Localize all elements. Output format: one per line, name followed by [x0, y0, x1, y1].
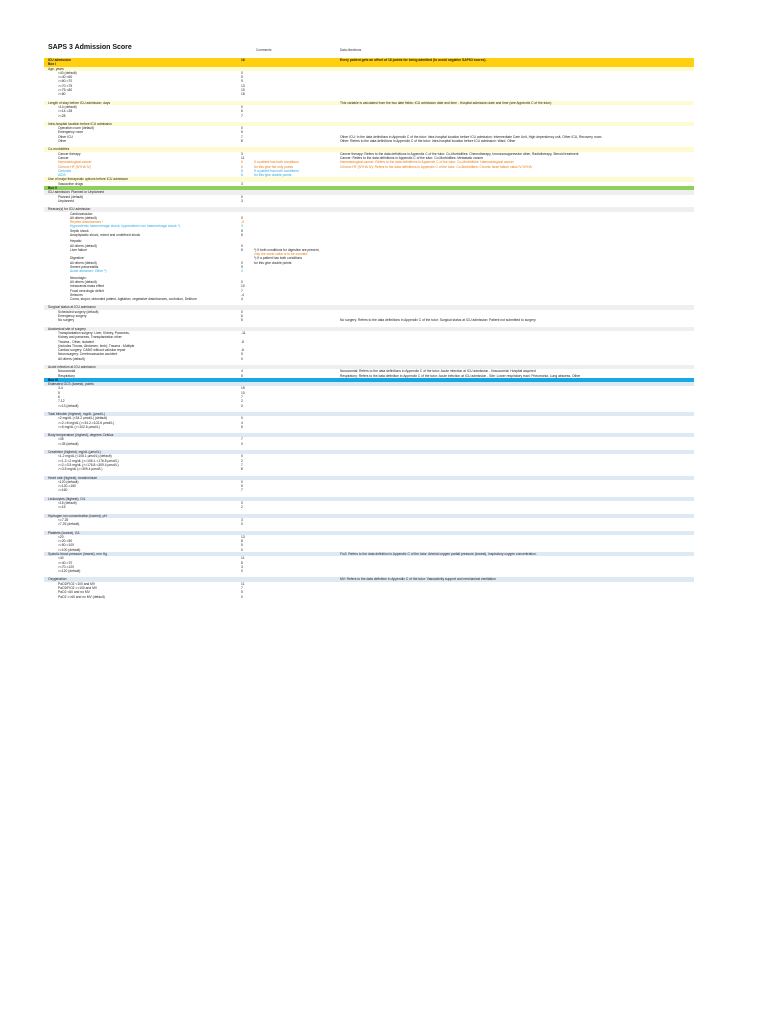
row-label: Leukocytes (highest), G/L — [48, 496, 86, 501]
row-points: 3 — [241, 564, 243, 569]
row-points: 15 — [241, 386, 245, 391]
row-label: <=7.25 — [58, 517, 69, 522]
row-label: Respiratory — [58, 373, 75, 378]
row-points: 2 — [241, 458, 243, 463]
row-label: All others (default) — [70, 215, 97, 220]
row-label: Haematological cancer — [58, 160, 92, 165]
row-label: >=6 mg/dL (>=102.6 µmol/L) — [58, 424, 100, 429]
row-points: 3 — [241, 151, 243, 156]
row-points: 8 — [241, 560, 243, 565]
row-label: >=1.2-<2 mg/dL (>=106.1-<176.8 µmol/L) — [58, 458, 119, 463]
spreadsheet — [44, 44, 694, 599]
row-points: 7 — [241, 437, 243, 442]
row-label: Creatinine (highest), mg/dL (µmol/L) — [48, 450, 101, 455]
row-points: 0 — [241, 126, 243, 131]
row-points: 10 — [241, 284, 245, 289]
row-definition: Haematological cancer: Refers to the data definitions in Appendix C of the tutor: Co-Morbidities: Haematological cancer — [340, 160, 514, 165]
row-label: Planned (default) — [58, 194, 84, 199]
row-label: PaO2/FiO2 <100 and MV — [58, 581, 96, 586]
row-points: 9 — [241, 79, 243, 84]
score-row — [44, 442, 694, 446]
row-label: Other ICU — [58, 134, 73, 139]
row-points: 15 — [241, 88, 245, 93]
row-label: <40 (default) — [58, 70, 77, 75]
row-points: 0 — [241, 70, 243, 75]
row-label: Hepatic: — [70, 239, 83, 244]
row-points: 0 — [241, 104, 243, 109]
row-points: 0 — [241, 501, 243, 506]
score-row — [44, 269, 694, 273]
row-label: >=70-<75 — [58, 83, 73, 88]
row-points: 3 — [241, 224, 243, 229]
row-label: Box III — [48, 377, 58, 382]
row-label: Length of stay before ICU admission, days — [48, 100, 111, 105]
title-row — [44, 44, 694, 58]
row-points: 5 — [241, 543, 243, 548]
row-points: 5 — [241, 75, 243, 80]
row-definition: Cancer therapy: Refers to the data definitions in Appendix C of the tutor: Co-Morbidities: Chemotherapy, Immunosuppressive other, Radiotherapy, Steroid treatment — [340, 151, 579, 156]
row-label: >=40-<60 — [58, 75, 73, 80]
row-comment: for this give double points — [254, 173, 292, 178]
row-label: PaO2/FiO2 >=100 and MV — [58, 586, 98, 591]
score-row — [44, 114, 694, 118]
row-label: Unplanned — [58, 198, 74, 203]
row-label: Scheduled surgery (default) — [58, 309, 99, 314]
row-points: 0 — [241, 416, 243, 421]
row-label: >=2-<3.5 mg/dL (>=176.8-<309.4 µmol/L) — [58, 462, 119, 467]
row-label: ICU admission — [48, 58, 71, 62]
row-points: 5 — [241, 130, 243, 135]
row-label: Cirrhosis — [58, 168, 72, 173]
row-points: 0 — [241, 356, 243, 361]
row-label: <35 — [58, 437, 64, 442]
row-points: 7 — [241, 395, 243, 400]
row-label: >=14-<28 — [58, 109, 73, 114]
score-row — [44, 467, 694, 471]
row-label: Focal neurologic deficit — [70, 288, 104, 293]
row-label: >=60-<70 — [58, 79, 73, 84]
score-row — [44, 569, 694, 573]
row-label: 6 — [58, 395, 60, 400]
row-label: Septic shock — [70, 228, 89, 233]
score-row — [44, 425, 694, 429]
row-label: All others (default) — [58, 356, 85, 361]
row-definition: Cancer: Refers to the data definitions in Appendix C of the tutor: Co-Morbidities: Metastatic cancer — [340, 155, 484, 160]
row-points: 13 — [241, 534, 245, 539]
row-label: <15 (default) — [58, 501, 77, 506]
row-definition: Every patient gets an offset of 16 points for being admitted (to avoid negative SAPS3 scores). — [340, 58, 487, 62]
row-points: 6 — [241, 109, 243, 114]
row-label: Seizures — [70, 292, 83, 297]
row-label: Use of major therapeutic options before ICU admission — [48, 177, 129, 182]
score-row — [44, 595, 694, 599]
row-definition: Fio2: Refers to the data definition in Appendix C of the tutor: Arterial oxygen partial pressure (lowest), Inspiratory oxygen concentration. — [340, 551, 537, 556]
sheet-title: SAPS 3 Admission Score — [48, 44, 132, 51]
row-points: 7 — [241, 134, 243, 139]
score-row — [44, 139, 694, 143]
row-points: 18 — [241, 92, 245, 97]
row-label: >=120 (default) — [58, 569, 81, 574]
row-points: 10 — [241, 390, 245, 395]
score-row — [44, 199, 694, 203]
row-label: Hydrogen ion concentration (lowest), pH — [48, 513, 107, 518]
score-row — [44, 233, 694, 237]
row-label: >=120-<160 — [58, 484, 76, 489]
row-label: Chronic HF (NYHA IV) — [58, 164, 91, 169]
row-points: 7 — [241, 462, 243, 467]
row-definition: No surgery: Refers to the data definitions in Appendix C of the tutor: Surgical status at ICU admission: Patient not submitted to surgery — [340, 318, 536, 323]
score-row — [44, 505, 694, 509]
row-label: 3-4 — [58, 386, 63, 391]
score-row — [44, 404, 694, 408]
row-label: Neurologic: — [70, 275, 87, 280]
row-definition: This variable is calculated from the two date fields: ICU admission date and time - Hospital admission date and time (see Appendix C of the tutor). — [340, 100, 553, 105]
row-points: 5 — [241, 424, 243, 429]
row-label: Co-morbidities — [48, 147, 70, 152]
row-label: Cardiac surgery: CABG without valvular repair — [58, 348, 126, 353]
row-points: 5 — [241, 318, 243, 323]
row-label: <20 — [58, 534, 64, 539]
row-label: >=2-<6 mg/dL (>=34.2-<102.6 µmol/L) — [58, 420, 115, 425]
row-label: >=70-<120 — [58, 564, 75, 569]
row-label: Acute infection at ICU admission — [48, 365, 96, 369]
row-label: >=80 — [58, 92, 66, 97]
row-points: 0 — [241, 309, 243, 314]
row-points: 0 — [241, 215, 243, 220]
row-points: 0 — [241, 547, 243, 552]
row-label: Transplantation surgery: Liver, Kidney, Pancreas, — [58, 330, 130, 335]
row-label: Kidney and pancreas, Transplantation other — [58, 335, 122, 340]
row-label: >=50-<100 — [58, 543, 75, 548]
row-label: Digestive: — [70, 256, 85, 261]
row-label: <40 — [58, 556, 64, 561]
row-points: 6 — [241, 160, 243, 165]
row-label: No surgery — [58, 318, 75, 323]
row-label: Box I — [48, 62, 57, 67]
row-comment: *) If both conditions for digestive are present, — [254, 247, 320, 252]
row-points: 0 — [241, 594, 243, 599]
row-label: Body temperature (highest), degrees Celsius — [48, 433, 114, 438]
row-definition: Chronic HF (NYHA IV): Refers to the data definitions in Appendix C of the tutor: Co-Morbidities: Chronic heart failure class IV NYHA — [340, 164, 532, 169]
row-points: 0 — [241, 569, 243, 574]
row-points: 3 — [241, 269, 243, 274]
row-label: Cardiovascular: — [70, 211, 93, 216]
score-row — [44, 357, 694, 361]
row-definition: Respiratory: Refers to the data definition in Appendix C of the tutor: Acute infection at ICU admission - Site: Lower respiratory tract: Pneumonia, Lung abscess, Other — [340, 373, 581, 378]
row-label: PaO2 >=60 and no MV (default) — [58, 594, 105, 599]
row-points: 11 — [241, 556, 245, 561]
row-label: Acute abdomen: Other *) — [70, 269, 107, 274]
score-row — [44, 92, 694, 96]
row-label: Total bilirubin (highest), mg/dL (µmol/L) — [48, 411, 105, 416]
row-points: -8 — [241, 339, 244, 344]
row-points: 0 — [241, 260, 243, 265]
row-label: >=3.5 mg/dL (>=309.4 µmol/L) — [58, 467, 103, 472]
row-label: All others (default) — [70, 279, 97, 284]
row-label: Nosocomial — [58, 369, 76, 374]
row-points: -11 — [241, 330, 246, 335]
row-label: >=75-<80 — [58, 88, 73, 93]
score-row — [44, 297, 694, 301]
row-points: 5 — [241, 352, 243, 357]
row-label: Operation room (default) — [58, 126, 94, 131]
row-label: Platelets (lowest), G/L — [48, 530, 81, 535]
row-points: 0 — [241, 243, 243, 248]
row-label: 7-12 — [58, 399, 65, 404]
row-comment: for this give the only points — [254, 164, 294, 169]
row-label: <120 (default) — [58, 479, 79, 484]
row-comment: for this give double points — [254, 260, 292, 265]
row-points: 13 — [241, 83, 245, 88]
row-points: 7 — [241, 488, 243, 493]
row-label: Hypovolemic haemorrhagic shock, hypovolemic non haemorrhagic shock *) — [70, 224, 180, 229]
row-label: Liver failure — [70, 247, 88, 252]
row-points: -6 — [241, 348, 244, 353]
comments-header: Comments — [256, 48, 272, 52]
definitions-header: Data directions — [340, 48, 362, 52]
row-points: 11 — [241, 581, 245, 586]
row-points: 8 — [241, 173, 243, 178]
row-points: 9 — [241, 265, 243, 270]
row-label: Heart rate (highest), beats/minute — [48, 475, 98, 480]
row-label: Coma, stupor, obtunded patient, Agitation, vegetative disturbances, confusion, Delirium — [70, 297, 197, 302]
row-label: Anatomical site of surgery — [48, 326, 86, 331]
row-label: Rhythm disturbances * — [70, 220, 104, 225]
row-points: 2 — [241, 505, 243, 510]
row-label: Other — [58, 139, 67, 144]
row-points: 5 — [241, 373, 243, 378]
row-label: >=15 — [58, 505, 66, 510]
row-points: 5 — [241, 228, 243, 233]
row-label: <2 mg/dL (<34.2 µmol/L) (default) — [58, 416, 108, 421]
row-points: 0 — [241, 403, 243, 408]
row-points: 5 — [241, 590, 243, 595]
row-definition: Other ICU: In the data definitions in Appendix C of the tutor: Intra-hospital location before ICU admission: Intermediate Care Unit, High dependency unit, Other ICU, Recovery room. — [340, 134, 603, 139]
row-definition: Nosocomial: Refers to the data definitions in Appendix C of the tutor: Acute infection at ICU admission - Nosocomial: Hospital acquired — [340, 369, 536, 374]
row-points: 8 — [241, 168, 243, 173]
row-definition: Other: Refers to the data definitions in Appendix C of the tutor: Intra-hospital location before ICU admission: Ward, Other — [340, 139, 516, 144]
row-points: 8 — [241, 467, 243, 472]
row-points: 6 — [241, 247, 243, 252]
row-points: 0 — [241, 441, 243, 446]
row-points: 6 — [241, 164, 243, 169]
row-label: ICU admission: Planned or Unplanned — [48, 190, 105, 195]
row-label: >=28 — [58, 113, 66, 118]
row-points: -4 — [241, 292, 244, 297]
row-label: AIDS — [58, 173, 66, 178]
row-points: 4 — [241, 420, 243, 425]
row-label: All others (default) — [70, 260, 97, 265]
row-points: 0 — [241, 522, 243, 527]
row-label: Vasoactive drugs — [58, 181, 84, 186]
row-label: >=40-<70 — [58, 560, 73, 565]
row-label: <1.2 mg/dL (<106.1 µmol/L) (default) — [58, 454, 112, 459]
row-points: 2 — [241, 399, 243, 404]
row-label: Reason(s) for ICU admission — [48, 207, 91, 212]
score-row — [44, 522, 694, 526]
row-comment: If a patient has both conditions — [254, 168, 299, 173]
row-points: 8 — [241, 539, 243, 544]
score-row — [44, 488, 694, 492]
row-label: Cancer therapy — [58, 151, 81, 156]
row-points: 7 — [241, 113, 243, 118]
row-label: Trauma - Other, isolated: — [58, 339, 95, 344]
row-label: Age, years — [48, 66, 64, 71]
row-points: 5 — [241, 484, 243, 489]
row-points: -5 — [241, 220, 244, 225]
row-label: Oxygenation — [48, 577, 67, 582]
row-label: >7.25 (default) — [58, 522, 80, 527]
row-comment: If a patient has both conditions — [254, 160, 299, 165]
row-points: 5 — [241, 232, 243, 237]
row-label: >=13 (default) — [58, 403, 79, 408]
row-label: <14 (default) — [58, 104, 77, 109]
row-label: Estimated GCS (lowest), points — [48, 382, 94, 387]
row-label: Intra-hospital location before ICU admission — [48, 121, 112, 126]
row-points: 4 — [241, 369, 243, 374]
score-row — [44, 318, 694, 322]
row-label: (includes Thorax, Abdomen, limb); Trauma - Multiple — [58, 343, 135, 348]
row-label: 5 — [58, 390, 60, 395]
row-label: >=100 (default) — [58, 547, 81, 552]
row-points: 0 — [241, 279, 243, 284]
row-label: Emergency surgery — [58, 314, 87, 319]
row-label: Surgical status at ICU admission — [48, 305, 96, 310]
row-points: 3 — [241, 198, 243, 203]
row-points: 3 — [241, 181, 243, 186]
row-label: All others (default) — [70, 243, 97, 248]
row-points: 0 — [241, 194, 243, 199]
row-points: 7 — [241, 586, 243, 591]
row-label: Box II — [48, 186, 57, 191]
row-points: 4 — [241, 297, 243, 302]
row-label: >=20-<50 — [58, 539, 73, 544]
row-label: Neurosurgery: Cerebrovascular accident — [58, 352, 118, 357]
row-definition: MV: Refers to the data definition in Appendix C of the tutor: Vasoactivity support and mechanical ventilation — [340, 577, 496, 582]
row-label: Intracranial mass effect — [70, 284, 105, 289]
row-points: 3 — [241, 517, 243, 522]
row-points: 6 — [241, 314, 243, 319]
row-label: Emergency room — [58, 130, 84, 135]
row-label: >=160 — [58, 488, 68, 493]
row-points: 0 — [241, 479, 243, 484]
row-points: 7 — [241, 288, 243, 293]
row-points: 16 — [241, 58, 245, 62]
score-rows — [44, 58, 694, 599]
row-label: Anaphylactic shock, mixed and undefined shock — [70, 232, 141, 237]
row-comment: only the worst value is to be counted — [254, 252, 308, 257]
row-label: Severe pancreatitis — [70, 265, 99, 270]
row-label: PaO2 <60 and no MV — [58, 590, 90, 595]
row-label: Systolic blood pressure (lowest), mm Hg — [48, 551, 107, 556]
row-points: 11 — [241, 155, 245, 160]
row-points: 0 — [241, 454, 243, 459]
row-comment: *) If a patient has both conditions — [254, 256, 303, 261]
row-label: Cancer — [58, 155, 69, 160]
row-points: 8 — [241, 139, 243, 144]
row-label: >=35 (default) — [58, 441, 79, 446]
